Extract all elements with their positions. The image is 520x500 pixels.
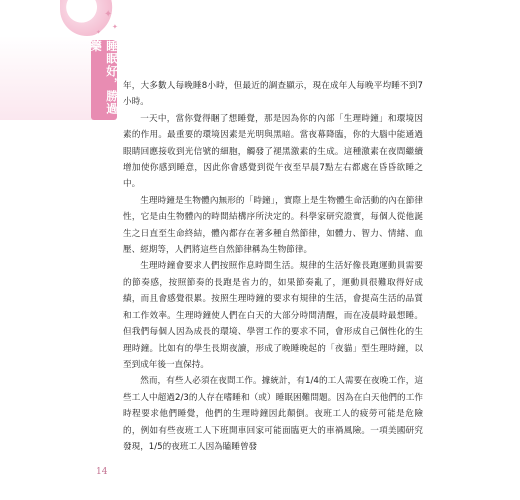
star-icon: ✦ bbox=[104, 9, 113, 20]
paragraph: 生理時鐘是生物體內無形的「時鐘」，實際上是生物體生命活動的內在節律性，它是由生物體內的時間結構序所決定的。科學家研究證實，每個人從他誕生之日直至生命終結，體內都存在著多種自然節律，如體力、智力、情緒、血壓、經期等，人們將這些自然節律稱為生物節律。 bbox=[123, 195, 423, 256]
chapter-title-tab bbox=[91, 40, 117, 120]
paragraph: 一天中，當你覺得睏了想睡覺，那是因為你的內部「生理時鐘」和環境因素的作用。最重要的環境因素是光明與黑暗。當夜幕降臨，你的大腦中能通過眼睛回應接收到光信號的細胞，觸發了褪黑激素的生成。這種激素在夜間繼續增加使你感到睡意，因此你會感覺到從午夜至早晨7點左右都處在昏昏欲睡之中。 bbox=[123, 113, 423, 190]
paragraph: 然而，有些人必須在夜間工作。據統計，有1/4的工人需要在夜晚工作，這些工人中超過2/3的人存在嗜睡和（或）睡眠困難問題。因為在白天他們的工作時程要求他們睡覺，他們的生理時鐘因此顛倒。夜班工人的疲勞可能是危險的，例如有些夜班工人下班開車回家可能面臨更大的車禍風險。一項美國研究發現，1/5的夜班工人因為瞌睡曾發 bbox=[123, 376, 423, 452]
star-icon: ✦ bbox=[112, 23, 118, 31]
page-number: 14 bbox=[96, 467, 108, 477]
chapter-title: 睡眠好，勝過藥 bbox=[89, 40, 119, 115]
star-icon: ✦ bbox=[96, 29, 102, 36]
body-text bbox=[123, 78, 423, 455]
paragraph: 生理時鐘會要求人們按照作息時間生活。規律的生活好像長跑運動員需要的節奏感，按照節奏的長跑是省力的，如果節奏亂了，運動員很難取得好成績，而且會感覺很累。按照生理時鐘的要求有規律的生活，會提高生活的品質和工作效率。生理時鐘使人們在白天的大部分時間清醒，而在凌晨時最想睡。但我們每個人因為成長的環境、學習工作的要求不同，會形成自己個性化的生理時鐘。比如有的學生長期夜讀，形成了晚睡晚起的「夜貓」型生理時鐘，以至到成年後一直保持。 bbox=[123, 261, 423, 370]
paragraph: 年，大多數人每晚睡8小時，但最近的調查顯示，現在成年人每晚平均睡不到7小時。 bbox=[123, 81, 423, 108]
